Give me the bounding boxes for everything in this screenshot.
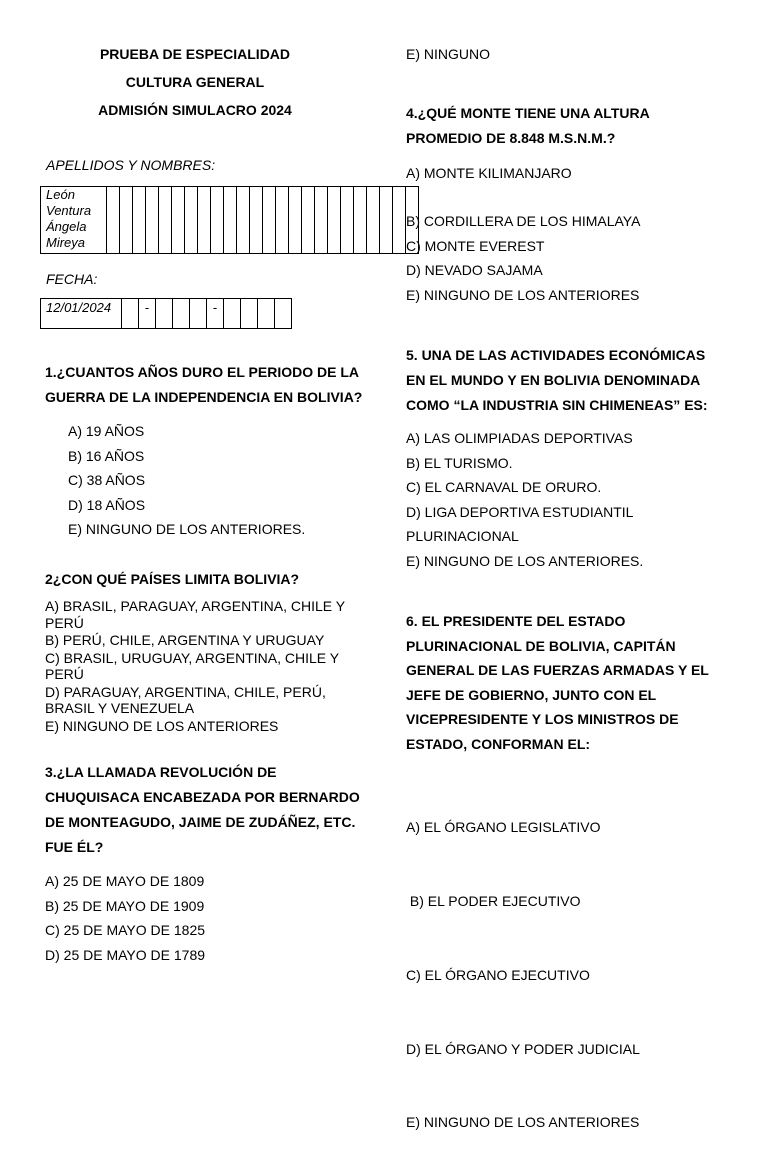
date-box[interactable] [173, 299, 190, 329]
option[interactable]: C) BRASIL, URUGUAY, ARGENTINA, CHILE Y PERÚ [45, 649, 340, 682]
date-box[interactable] [122, 299, 139, 329]
question-1: 1.¿CUANTOS AÑOS DURO EL PERIODO DE LA GUERRA DE LA INDEPENDENCIA EN BOLIVIA? [45, 364, 363, 405]
option[interactable]: A) 25 DE MAYO DE 1809 [45, 873, 205, 889]
name-box[interactable] [276, 187, 289, 254]
option[interactable]: D) 25 DE MAYO DE 1789 [45, 946, 206, 963]
date-box[interactable] [224, 299, 241, 329]
name-box[interactable] [211, 187, 224, 254]
option[interactable]: B) PERÚ, CHILE, ARGENTINA Y URUGUAY [45, 632, 325, 648]
name-box[interactable] [198, 187, 211, 254]
option[interactable]: B) CORDILLERA DE LOS HIMALAYA [406, 213, 641, 229]
question-5-options [406, 426, 643, 574]
date-box[interactable] [190, 299, 207, 329]
option[interactable]: A) BRASIL, PARAGUAY, ARGENTINA, CHILE Y PERÚ [45, 598, 346, 631]
name-box[interactable] [289, 187, 302, 254]
name-box[interactable] [237, 187, 250, 254]
question-4: 4.¿QUÉ MONTE TIENE UNA ALTURA PROMEDIO DE 8.848 M.S.N.M.? [406, 105, 650, 146]
option[interactable]: D) PARAGUAY, ARGENTINA, CHILE, PERÚ, BRASIL Y VENEZUELA [45, 683, 326, 716]
date-separator: - [139, 299, 156, 329]
option-continuation: PLURINACIONAL [406, 528, 519, 545]
option[interactable]: D) NEVADO SAJAMA [406, 262, 543, 279]
option[interactable]: B) 25 DE MAYO DE 1909 [45, 897, 205, 914]
date-separator: - [207, 299, 224, 329]
date-value[interactable]: 12/01/2024 [41, 299, 122, 329]
question-1-options [68, 419, 305, 542]
name-label: APELLIDOS Y NOMBRES: [46, 157, 216, 173]
exam-subject: CULTURA GENERAL [125, 74, 265, 90]
name-line: Ventura [46, 203, 92, 218]
question-5: 5. UNA DE LAS ACTIVIDADES ECONÓMICAS EN EL MUNDO Y EN BOLIVIA DENOMINADA COMO “LA INDUSTRIA SIN CHIMENEAS” ES: [406, 347, 708, 413]
name-box[interactable] [393, 187, 406, 254]
date-label: FECHA: [46, 271, 98, 287]
option[interactable]: D) 18 AÑOS [68, 496, 146, 513]
option[interactable]: D) LIGA DEPORTIVA ESTUDIANTIL [406, 503, 634, 520]
question-4-options [406, 209, 640, 307]
option[interactable]: C) MONTE EVEREST [406, 237, 545, 254]
option[interactable]: D) EL ÓRGANO Y PODER JUDICIAL [406, 1040, 640, 1057]
name-box[interactable] [341, 187, 354, 254]
name-box[interactable] [302, 187, 315, 254]
name-line: Ángela [46, 219, 87, 234]
exam-title: PRUEBA DE ESPECIALIDAD [99, 46, 291, 62]
name-value-cell[interactable] [41, 187, 107, 254]
name-box[interactable] [120, 187, 133, 254]
option[interactable]: C) 25 DE MAYO DE 1825 [45, 922, 206, 939]
name-box[interactable] [159, 187, 172, 254]
option[interactable]: E) NINGUNO DE LOS ANTERIORES [406, 1114, 640, 1131]
date-grid[interactable] [40, 298, 292, 329]
option[interactable]: E) NINGUNO [406, 46, 490, 62]
name-box[interactable] [367, 187, 380, 254]
question-3-options [45, 869, 205, 967]
option[interactable]: C) EL CARNAVAL DE ORURO. [406, 479, 602, 496]
name-box[interactable] [328, 187, 341, 254]
name-box[interactable] [107, 187, 120, 254]
option[interactable]: E) NINGUNO DE LOS ANTERIORES [406, 286, 640, 303]
name-box[interactable] [224, 187, 237, 254]
option[interactable]: A) EL ÓRGANO LEGISLATIVO [406, 819, 601, 836]
name-box[interactable] [146, 187, 159, 254]
option[interactable]: A) MONTE KILIMANJARO [406, 165, 572, 181]
date-box[interactable] [156, 299, 173, 329]
question-6-options [406, 766, 640, 1160]
name-grid[interactable] [40, 186, 419, 254]
question-3: 3.¿LA LLAMADA REVOLUCIÓN DE CHUQUISACA ENCABEZADA POR BERNARDO DE MONTEAGUDO, JAIME DE ZUDÁÑEZ, ETC. FUE ÉL? [45, 764, 360, 855]
date-box[interactable] [258, 299, 275, 329]
date-box[interactable] [275, 299, 292, 329]
option[interactable]: B) EL PODER EJECUTIVO [406, 892, 581, 909]
option[interactable]: B) EL TURISMO. [406, 454, 513, 471]
question-6: 6. EL PRESIDENTE DEL ESTADO PLURINACIONAL DE BOLIVIA, CAPITÁN GENERAL DE LAS FUERZAS ARMADAS Y EL JEFE DE GOBIERNO, JUNTO CON EL VICEPRESIDENTE Y LOS MINISTROS DE ESTADO, CONFORMAN EL: [406, 613, 709, 752]
name-box[interactable] [380, 187, 393, 254]
name-line: León [46, 187, 75, 202]
option[interactable]: E) NINGUNO DE LOS ANTERIORES [45, 717, 279, 734]
name-box[interactable] [172, 187, 185, 254]
option[interactable]: C) 38 AÑOS [68, 472, 146, 489]
question-2-options [45, 598, 345, 734]
date-box[interactable] [241, 299, 258, 329]
name-box[interactable] [263, 187, 276, 254]
option[interactable]: A) 19 AÑOS [68, 423, 145, 439]
name-box[interactable] [354, 187, 367, 254]
exam-subtitle: ADMISIÓN SIMULACRO 2024 [98, 102, 292, 118]
option[interactable]: C) EL ÓRGANO EJECUTIVO [406, 966, 590, 983]
name-box[interactable] [315, 187, 328, 254]
option[interactable]: E) NINGUNO DE LOS ANTERIORES. [406, 552, 644, 569]
name-box[interactable] [185, 187, 198, 254]
option[interactable]: B) 16 AÑOS [68, 447, 145, 464]
name-line: Mireya [46, 235, 86, 250]
option[interactable]: E) NINGUNO DE LOS ANTERIORES. [68, 521, 306, 538]
option[interactable]: A) LAS OLIMPIADAS DEPORTIVAS [406, 430, 633, 446]
question-2: 2¿CON QUÉ PAÍSES LIMITA BOLIVIA? [45, 571, 300, 587]
name-box[interactable] [133, 187, 146, 254]
name-box[interactable] [250, 187, 263, 254]
